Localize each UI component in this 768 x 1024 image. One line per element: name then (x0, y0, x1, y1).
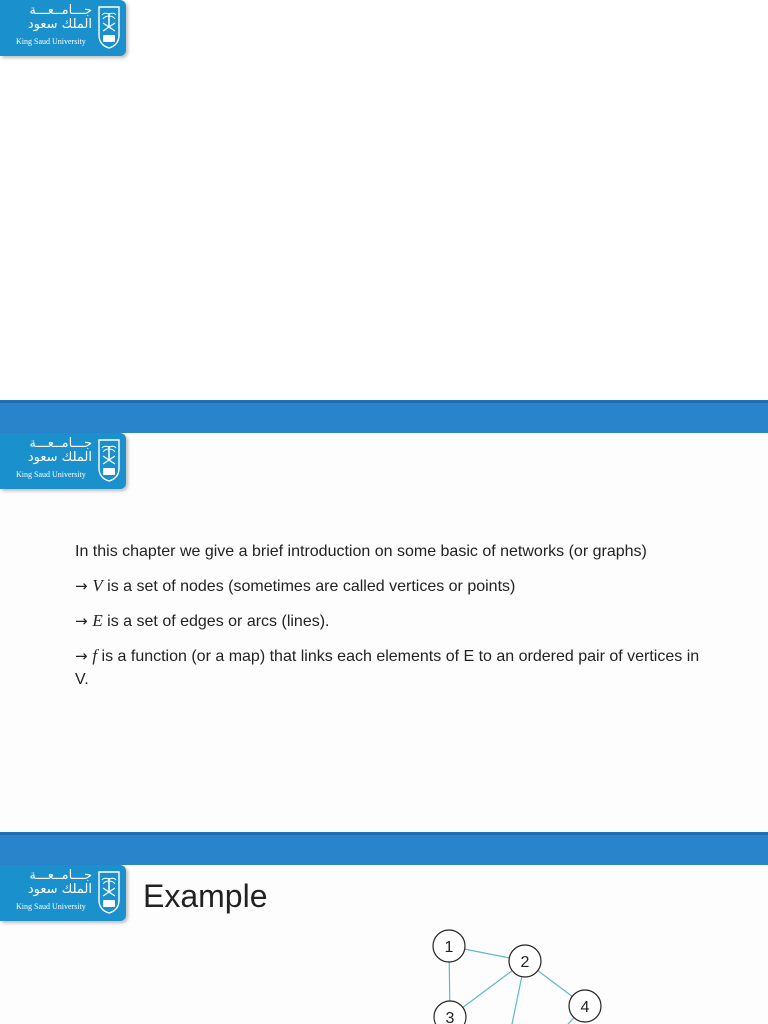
slide-header-bar (0, 400, 768, 433)
logo-arabic-line1: جـــامــعـــة (29, 3, 92, 18)
arrow-icon: → (75, 577, 93, 595)
logo-arabic-line2: الملك سعود (27, 17, 92, 32)
node-label: 2 (520, 954, 530, 971)
slide-title: Example (143, 878, 268, 914)
logo-english-name: King Saud University (16, 902, 86, 911)
node-label: 3 (445, 1010, 455, 1024)
university-logo (0, 0, 126, 56)
logo-english-name: King Saud University (16, 470, 86, 479)
graph-node (434, 1001, 466, 1024)
symbol-f: f (92, 646, 98, 665)
graph-node (569, 990, 601, 1022)
palm-swords-emblem-icon (97, 5, 121, 49)
slide-2 (0, 400, 768, 832)
paragraph-e-definition (75, 609, 715, 633)
paragraph-f-definition (75, 644, 715, 691)
university-logo (0, 433, 126, 489)
node-label: 1 (444, 939, 454, 956)
network-graph (0, 832, 768, 1024)
arrow-icon: → (75, 612, 93, 630)
graph-node (433, 930, 465, 962)
slide-3 (0, 832, 768, 1024)
logo-arabic-line2: الملك سعود (27, 450, 92, 465)
paragraph-intro-text: In this chapter we give a brief introduction on some basic of networks (or graphs) (75, 543, 647, 560)
paragraph-v-text: is a set of nodes (sometimes are called vertices or points) (102, 578, 516, 595)
logo-arabic-line1: جـــامــعـــة (29, 868, 92, 883)
logo-arabic-line2: الملك سعود (27, 882, 92, 897)
arrow-icon: → (75, 647, 93, 665)
slide-1 (0, 0, 768, 400)
paragraph-e-text: is a set of edges or arcs (lines). (102, 613, 330, 630)
paragraph-f-text: is a function (or a map) that links each elements of E to an ordered pair of vertices in V. (75, 648, 700, 688)
palm-swords-emblem-icon (97, 438, 121, 482)
node-label: 4 (580, 999, 590, 1016)
paragraph-intro (75, 540, 715, 563)
slide-body-text (75, 540, 715, 702)
symbol-e: E (92, 611, 103, 630)
logo-arabic-line1: جـــامــعـــة (29, 436, 92, 451)
graph-node (509, 945, 541, 977)
symbol-v: V (92, 576, 103, 595)
logo-english-name: King Saud University (16, 37, 86, 46)
paragraph-v-definition (75, 574, 715, 598)
